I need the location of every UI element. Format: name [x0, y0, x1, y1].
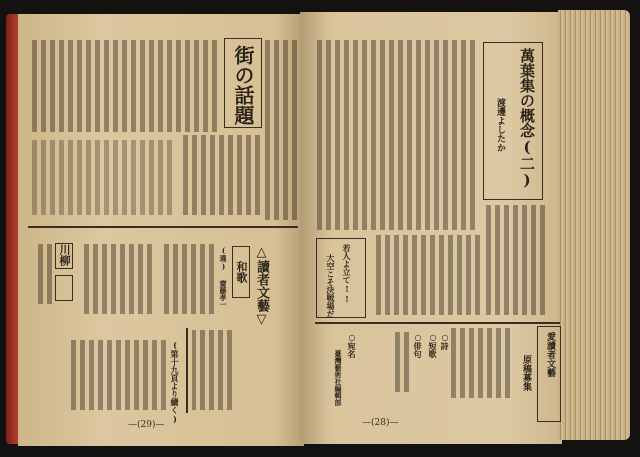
body-text-block: [180, 135, 260, 215]
body-text-block: [450, 328, 510, 398]
body-text-block: [265, 40, 297, 220]
body-text-block: [395, 332, 409, 392]
continued-notice: (第十九頁より續く): [170, 340, 180, 424]
divider: [186, 328, 188, 413]
body-text-block: [375, 235, 480, 315]
senryu-label-box: [55, 275, 73, 301]
section-title: △讀者文藝▽: [254, 245, 269, 327]
page-number: —(29)—: [128, 420, 165, 430]
poem-text: [80, 244, 152, 314]
poem-text: [160, 244, 214, 314]
poem-text: [38, 244, 52, 304]
waka-label: 和歌: [232, 246, 250, 298]
category-haiku: ○俳句: [413, 332, 423, 358]
body-text-block: [485, 205, 545, 315]
divider: [28, 226, 298, 228]
author: 渡邊よしたか: [495, 98, 505, 152]
category-poem: ○詩: [440, 332, 450, 350]
article-title: 萬葉集の概念(二): [518, 48, 536, 189]
poem-text: [192, 330, 232, 410]
body-text-block: [70, 340, 166, 410]
ad-text-block: [32, 140, 172, 215]
recruit-title-2: 原稿募集: [521, 355, 531, 391]
divider: [315, 322, 560, 324]
category-tanka: ○短歌: [428, 332, 438, 358]
body-text-block: [32, 40, 217, 132]
slogan-line-2: 大空こそ決戦場だ: [326, 254, 336, 318]
recruit-title-1: 愛讀者文藝: [545, 332, 555, 377]
category-address: ○宛名: [347, 332, 357, 358]
selector: (選) 齋藤孝一: [219, 246, 228, 308]
slogan-box: [316, 238, 366, 318]
body-text-block: [315, 40, 475, 230]
editorial-dept: 臺灣藝術社編輯部: [334, 350, 343, 406]
senryu-label: 川柳: [55, 243, 73, 269]
slogan-line-1: 若人よ立て!!: [342, 244, 352, 304]
page-stack-edge: [558, 10, 630, 440]
page-number: —(28)—: [362, 418, 399, 428]
column-title: 街の話題: [224, 38, 262, 128]
